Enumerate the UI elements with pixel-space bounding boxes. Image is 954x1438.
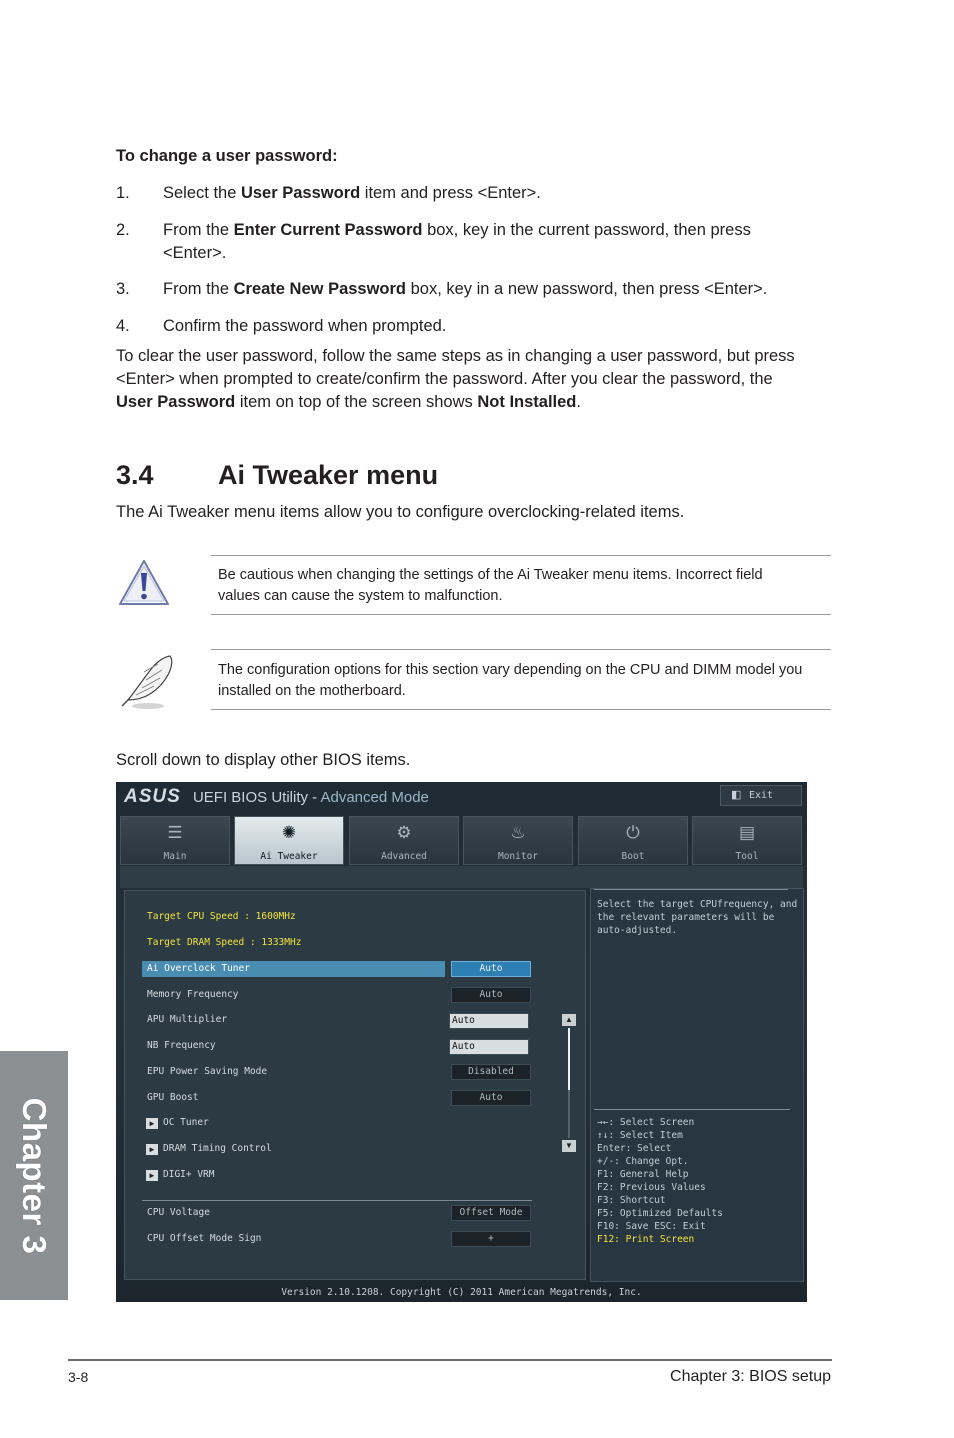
tool-icon: ▤ <box>738 823 756 842</box>
scroll-thumb[interactable] <box>568 1028 570 1090</box>
bios-mode: Advanced Mode <box>320 789 429 806</box>
feather-note-icon <box>114 650 180 712</box>
step-text <box>163 278 823 301</box>
bios-title-bar <box>124 786 429 810</box>
tab-label: Monitor <box>497 851 539 862</box>
setting-apu-multiplier[interactable]: APU Multiplier <box>147 1014 228 1025</box>
tab-label: Advanced <box>381 851 427 862</box>
tab-ai-tweaker[interactable] <box>234 816 344 865</box>
chapter-tab-label: Chapter 3 <box>16 1097 53 1254</box>
target-dram-speed: Target DRAM Speed : 1333MHz <box>147 937 302 948</box>
step-text-bold: User Password <box>240 184 361 202</box>
bios-title-text: UEFI BIOS Utility - <box>192 789 321 806</box>
key-hint: →←: Select Screen <box>597 1117 695 1128</box>
help-line3: auto-adjusted. <box>597 925 678 936</box>
step-text: Confirm the password when prompted. <box>163 317 447 335</box>
step-number: 1. <box>116 184 130 202</box>
cpu-voltage-value[interactable]: Offset Mode <box>451 1205 531 1221</box>
bios-scrollbar[interactable] <box>562 1014 576 1152</box>
tab-label: Ai Tweaker <box>260 851 318 862</box>
step-text-post: box, key in a new password, then press <Enter>. <box>406 280 768 298</box>
ai-overclock-tuner-value[interactable]: Auto <box>451 961 531 977</box>
submenu-arrow-icon: ► <box>146 1144 158 1155</box>
scroll-down-icon[interactable]: ▼ <box>562 1140 576 1152</box>
tab-boot[interactable] <box>578 816 688 865</box>
key-hint: F10: Save ESC: Exit <box>597 1221 706 1232</box>
key-hint: F1: General Help <box>597 1169 689 1180</box>
settings-divider <box>142 1200 532 1201</box>
cpu-offset-sign-value[interactable]: + <box>451 1231 531 1247</box>
clear-para-mid: item on top of the screen shows <box>235 393 478 411</box>
step-text-post: box, key in the current password, then press <box>422 221 751 239</box>
submenu-oc-tuner[interactable]: OC Tuner <box>163 1117 209 1128</box>
help-keys-divider <box>594 1109 790 1110</box>
note-bottom-rule <box>211 709 831 710</box>
list-icon: ☰ <box>167 823 183 842</box>
tweaker-icon: ✺ <box>281 823 297 842</box>
scroll-instruction: Scroll down to display other BIOS items. <box>116 751 411 769</box>
epu-power-saving-value[interactable]: Disabled <box>451 1064 531 1080</box>
tab-advanced[interactable] <box>349 816 459 865</box>
tab-main[interactable] <box>120 816 230 865</box>
chapter-side-tab <box>0 1051 68 1300</box>
step-number: 3. <box>116 280 130 298</box>
setting-cpu-voltage[interactable]: CPU Voltage <box>147 1207 210 1218</box>
section-title: Ai Tweaker menu <box>218 460 439 490</box>
caution-bottom-rule <box>211 614 831 615</box>
bios-subheader-bar <box>120 866 803 888</box>
submenu-digi-vrm[interactable]: DIGI+ VRM <box>163 1169 215 1180</box>
footer-chapter-label: Chapter 3: BIOS setup <box>670 1368 831 1385</box>
step-text-pre: From the <box>163 280 234 298</box>
tab-monitor[interactable] <box>463 816 573 865</box>
key-hint: ↑↓: Select Item <box>597 1130 683 1141</box>
key-legend <box>597 1116 723 1246</box>
setting-gpu-boost[interactable]: GPU Boost <box>147 1092 199 1103</box>
target-cpu-speed: Target CPU Speed : 1600MHz <box>147 911 296 922</box>
clear-para-end: . <box>576 393 581 411</box>
section-number: 3.4 <box>116 460 154 490</box>
page-number: 3-8 <box>68 1369 89 1385</box>
monitor-icon: ♨ <box>510 823 526 842</box>
setting-ai-overclock-tuner[interactable]: Ai Overclock Tuner <box>147 963 250 974</box>
warning-icon <box>117 558 171 608</box>
bios-version-footer: Version 2.10.1208. Copyright (C) 2011 American Megatrends, Inc. <box>281 1287 642 1298</box>
memory-frequency-value[interactable]: Auto <box>451 987 531 1003</box>
setting-cpu-offset-sign[interactable]: CPU Offset Mode Sign <box>147 1233 262 1244</box>
tab-label: Main <box>163 851 187 862</box>
clear-para-line2: <Enter> when prompted to create/confirm the password. After you clear the password, the <box>116 370 773 388</box>
clear-password-paragraph <box>116 345 836 414</box>
step-text <box>163 219 823 265</box>
step-number: 4. <box>116 317 130 335</box>
asus-logo: ASUS <box>124 786 181 807</box>
note-top-rule <box>211 649 831 650</box>
caution-top-rule <box>211 555 831 556</box>
step-text-pre: From the <box>163 221 234 239</box>
exit-button[interactable] <box>720 785 802 806</box>
step-text-pre: Select the <box>163 184 241 202</box>
apu-multiplier-input[interactable]: Auto <box>449 1013 529 1029</box>
caution-line2: values can cause the system to malfunction. <box>218 588 503 604</box>
note-line1: The configuration options for this section vary depending on the CPU and DIMM model you <box>218 662 803 678</box>
key-hint: F2: Previous Values <box>597 1182 706 1193</box>
caution-text <box>218 565 833 607</box>
exit-label: Exit <box>749 790 774 801</box>
section-intro: The Ai Tweaker menu items allow you to configure overclocking-related items. <box>116 503 685 521</box>
note-text <box>218 660 833 702</box>
step-text <box>163 182 823 205</box>
tab-label: Tool <box>735 851 759 862</box>
clear-para-line1: To clear the user password, follow the same steps as in changing a user password, but press <box>116 347 795 365</box>
step-text-post: item and press <Enter>. <box>360 184 541 202</box>
scroll-track <box>568 1090 570 1138</box>
setting-epu-power-saving[interactable]: EPU Power Saving Mode <box>147 1066 268 1077</box>
bios-title <box>193 789 429 806</box>
step-text-bold: Enter Current Password <box>233 221 423 239</box>
bios-screenshot <box>116 782 807 1302</box>
help-description <box>597 898 797 937</box>
key-hint-print-screen: F12: Print Screen <box>597 1234 695 1245</box>
bios-settings-panel <box>124 890 586 1280</box>
note-line2: installed on the motherboard. <box>218 683 406 699</box>
clear-para-bold1: User Password <box>116 393 236 411</box>
key-hint: +/-: Change Opt. <box>597 1156 689 1167</box>
tab-tool[interactable] <box>692 816 802 865</box>
advanced-settings-icon: ⚙ <box>396 823 412 842</box>
tab-label: Boot <box>621 851 645 862</box>
step-number: 2. <box>116 221 130 239</box>
gpu-boost-value[interactable]: Auto <box>451 1090 531 1106</box>
help-line1: Select the target CPUfrequency, and <box>597 899 798 910</box>
bios-tabs <box>120 816 803 865</box>
submenu-arrow-icon: ► <box>146 1170 158 1181</box>
exit-icon: ◧ <box>731 789 742 801</box>
clear-para-bold2: Not Installed <box>477 393 577 411</box>
key-hint: F5: Optimized Defaults <box>597 1208 723 1219</box>
key-hint: Enter: Select <box>597 1143 672 1154</box>
key-hint: F3: Shortcut <box>597 1195 666 1206</box>
submenu-arrow-icon: ► <box>146 1118 158 1129</box>
help-line2: the relevant parameters will be <box>597 912 775 923</box>
footer-rule <box>68 1359 832 1361</box>
nb-frequency-input[interactable]: Auto <box>449 1039 529 1055</box>
help-top-divider <box>594 889 788 890</box>
power-icon: ⏻ <box>626 823 640 842</box>
caution-line1: Be cautious when changing the settings of the Ai Tweaker menu items. Incorrect field <box>218 567 763 583</box>
setting-memory-frequency[interactable]: Memory Frequency <box>147 989 239 1000</box>
step-text-line2: <Enter>. <box>163 244 227 262</box>
submenu-dram-timing[interactable]: DRAM Timing Control <box>163 1143 272 1154</box>
scroll-up-icon[interactable]: ▲ <box>562 1014 576 1026</box>
step-text-bold: Create New Password <box>233 280 407 298</box>
instructions-heading: To change a user password: <box>116 147 338 165</box>
setting-nb-frequency[interactable]: NB Frequency <box>147 1040 216 1051</box>
